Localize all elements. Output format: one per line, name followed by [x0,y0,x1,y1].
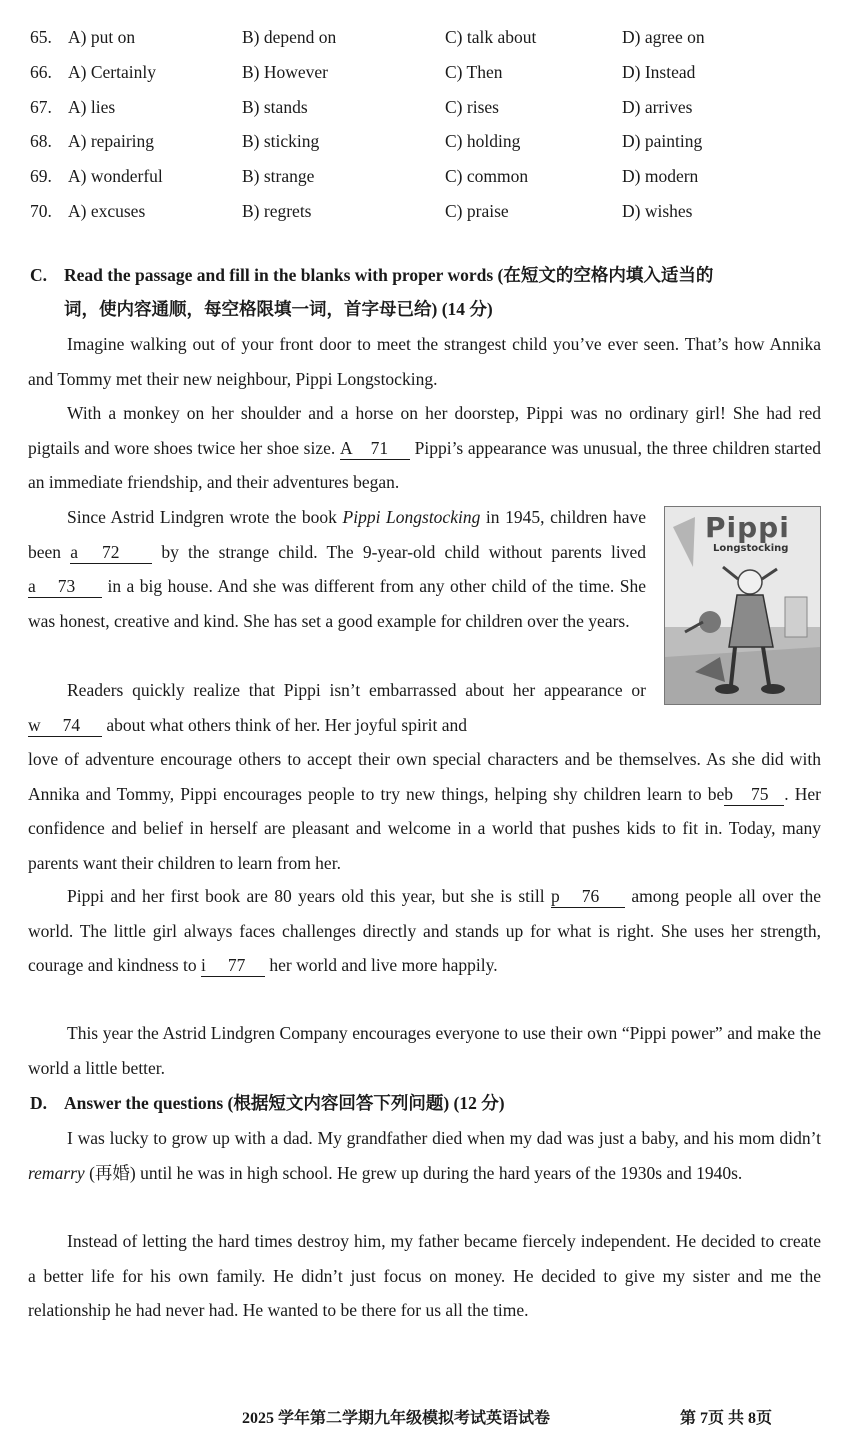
option-row [0,159,854,193]
option-d[interactable]: D) agree on [622,27,705,47]
option-d[interactable]: D) modern [622,166,699,187]
passage-paragraph-6: This year the Astrid Lindgren Company encourages everyone to use their own “Pippi power” and make the world a little better. [28,1023,821,1078]
book-cover-image [664,506,821,705]
blank-72[interactable]: a 72 [70,541,152,564]
section-d-paragraph-1: I was lucky to grow up with a dad. My grandfather died when my dad was just a baby, and his mom didn’t remarry (再婚) until he was in high school. He grew up during the hard years of the 1930s and 1940s. [28,1128,821,1183]
option-row [0,124,854,158]
blank-73[interactable]: a 73 [28,575,102,598]
option-d[interactable]: D) wishes [622,201,693,221]
option-b[interactable]: B) regrets [242,201,312,221]
option-b[interactable]: B) However [242,61,329,82]
section-c-label: C. [30,265,48,285]
section-c-title-line1: Read the passage and fill in the blanks with proper words (在短文的空格内填入适当的 [64,265,714,285]
footer-exam-title: 2025 学年第二学期九年级模拟考试英语试卷 [242,1410,551,1427]
option-c[interactable]: C) talk about [445,27,537,47]
option-b[interactable]: B) stands [242,96,308,117]
blank-71[interactable]: A 71 [340,437,410,460]
option-c[interactable]: C) Then [445,61,503,82]
blank-74[interactable]: w 74 [28,714,102,737]
option-d[interactable]: D) arrives [622,96,693,117]
section-c-title-line2: 词，使内容通顺，每空格限填一词，首字母已给) (14 分) [64,299,493,319]
question-number: 70. [30,201,52,221]
option-b[interactable]: B) depend on [242,27,337,47]
option-row [0,90,854,124]
passage-paragraph-3: Since Astrid Lindgren wrote the book Pippi Longstocking in 1945, children have been a 72 by the strange child. The 9-year-old child without parents lived a 73 in a big house. And she was different from any other child of the time. She was honest, creative and kind. She has set a good example for children over the years. [28,507,647,631]
option-a[interactable]: A) excuses [68,201,146,221]
option-a[interactable]: A) wonderful [68,166,163,187]
blank-76[interactable]: p 76 [551,885,625,908]
section-d-title: Answer the questions (根据短文内容回答下列问题) (12 分) [64,1093,505,1113]
book-title: Pippi Longstocking [342,507,481,527]
blank-75[interactable]: b 75 [724,783,784,806]
passage-paragraph-5: Pippi and her first book are 80 years old this year, but she is still p 76 among people all over the world. The little girl always faces challenges directly and stands up for what is right. She uses her strength, courage and kindness to i 77 her world and live more happily. [28,886,821,976]
option-a[interactable]: A) repairing [68,131,155,152]
question-number: 67. [30,96,52,117]
question-number: 69. [30,166,52,187]
option-a[interactable]: A) Certainly [68,61,156,82]
option-d[interactable]: D) Instead [622,61,696,82]
option-c[interactable]: C) common [445,166,529,187]
section-c-heading-line2 [30,292,830,326]
passage-paragraph-2: With a monkey on her shoulder and a horse on her doorstep, Pippi was no ordinary girl! She had red pigtails and wore shoes twice her shoe size. A 71 Pippi’s appearance was unusual, the three children started an immediate friendship, and their adventures began. [28,403,821,493]
option-row [0,55,854,89]
cover-subtitle: Longstocking [713,543,789,554]
option-c[interactable]: C) praise [445,201,509,221]
option-row [0,194,854,228]
section-d-label: D. [30,1093,48,1113]
option-a[interactable]: A) put on [68,27,136,47]
passage-paragraph-4-rest: love of adventure encourage others to accept their own special characters and be themselves. As she did with Annika and Tommy, Pippi encourages people to try new things, helping shy children learn to beb 75 . Her confidence and belief in herself are pleasant and welcome in a world that pushes kids to fit in. Today, many parents want their children to learn from her. [28,749,822,873]
option-b[interactable]: B) sticking [242,131,320,152]
option-b[interactable]: B) strange [242,166,315,187]
option-row [0,20,854,54]
section-d-heading [30,1086,830,1120]
footer-page-number: 第 7页 共 8页 [680,1410,773,1427]
blank-77[interactable]: i 77 [201,954,265,977]
question-number: 65. [30,27,52,47]
option-c[interactable]: C) holding [445,131,521,152]
option-c[interactable]: C) rises [445,96,499,117]
option-a[interactable]: A) lies [68,96,116,117]
passage-paragraph-1: Imagine walking out of your front door to meet the strangest child you’ve ever seen. That’s how Annika and Tommy met their new neighbour, Pippi Longstocking. [28,334,821,389]
question-number: 66. [30,61,52,82]
section-c-heading [30,258,830,292]
cover-title: Pippi [705,511,790,544]
passage-paragraph-4-top: Readers quickly realize that Pippi isn’t embarrassed about her appearance or w 74 about what others think of her. Her joyful spirit and [28,680,646,735]
question-number: 68. [30,131,52,152]
option-d[interactable]: D) painting [622,131,703,152]
section-d-paragraph-2: Instead of letting the hard times destroy him, my father became fiercely independent. He decided to create a better life for his own family. He didn’t just focus on money. He decided to give my sister and me the relationship he had never had. He wanted to be there for us all the time. [28,1231,821,1321]
word-remarry: remarry [28,1162,85,1183]
